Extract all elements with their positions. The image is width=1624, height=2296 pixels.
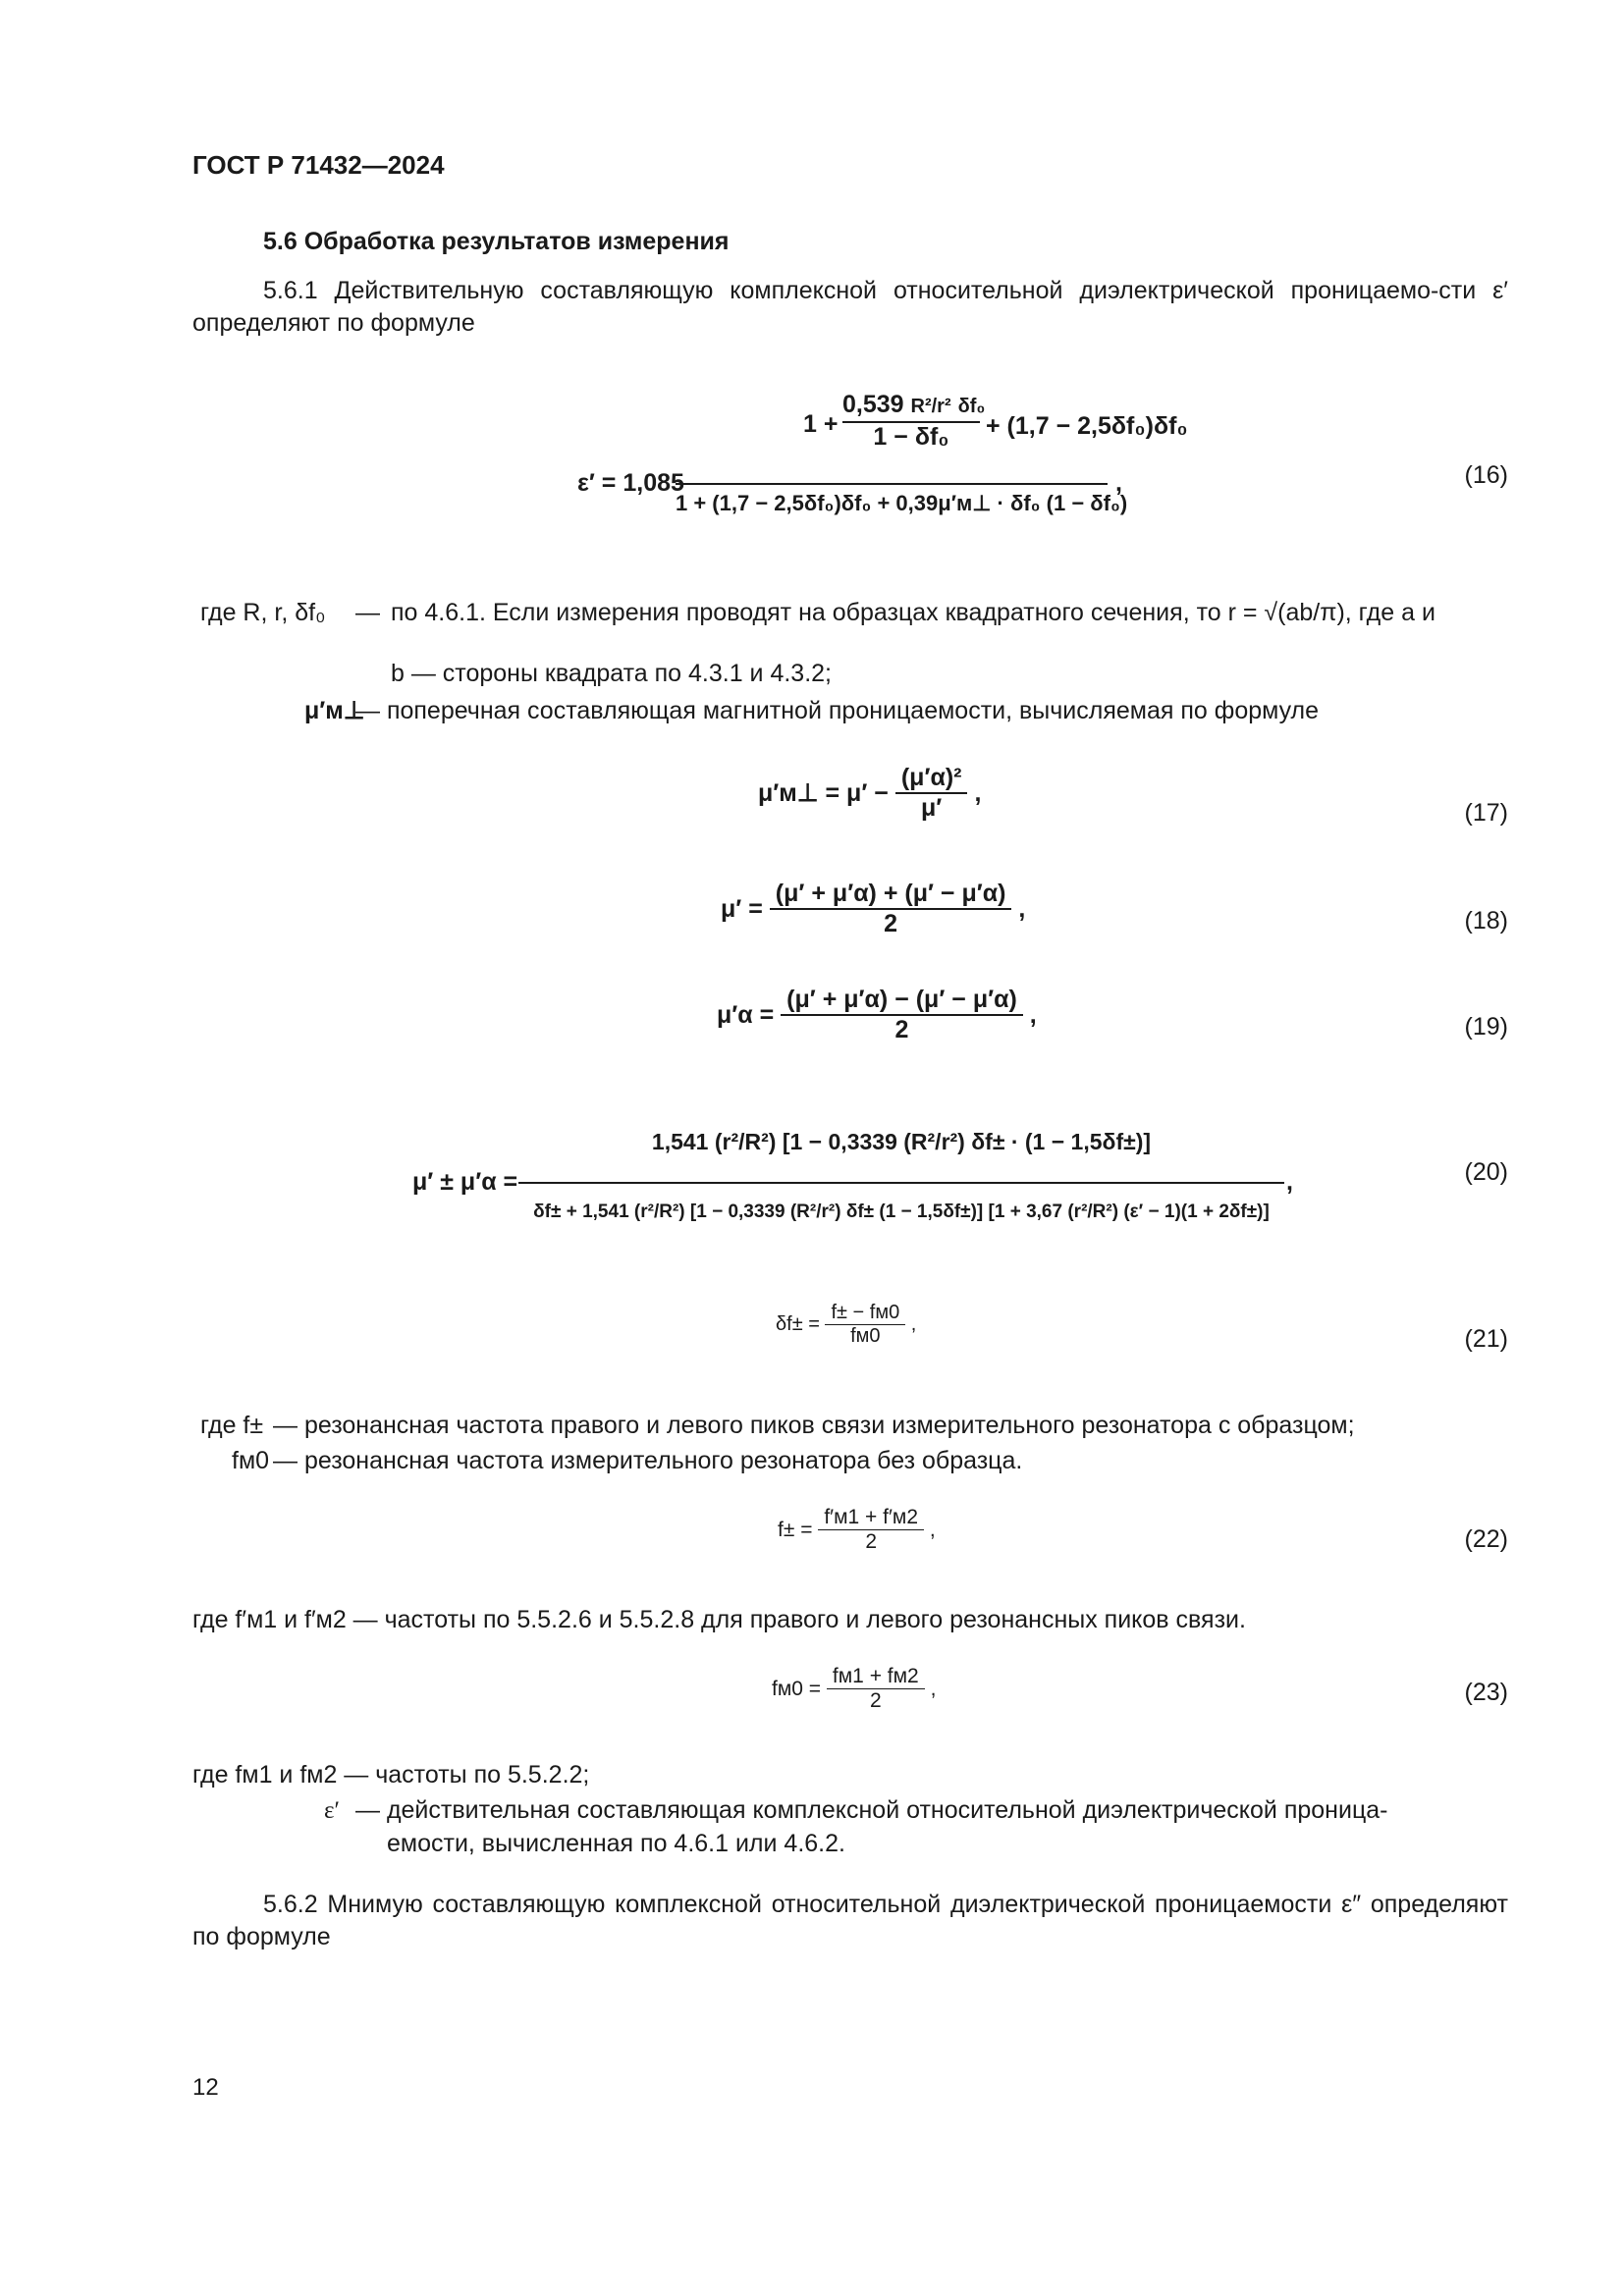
eq19-tail: , bbox=[1029, 1000, 1037, 1029]
eq17-denominator: μ′ bbox=[895, 792, 968, 823]
where4-line3: емости, вычисленная по 4.6.1 или 4.6.2. bbox=[387, 1830, 845, 1857]
eq23-tail: , bbox=[930, 1677, 937, 1700]
eq23-denominator: 2 bbox=[827, 1688, 925, 1713]
eq17-lhs: μ′м⊥ = μ′ − bbox=[758, 779, 889, 807]
where2-line2: — резонансная частота измерительного резонатора без образца. bbox=[273, 1447, 1023, 1474]
eq21-denominator: fм0 bbox=[825, 1324, 905, 1348]
eq23-number: (23) bbox=[1464, 1679, 1508, 1706]
where2-line1: — резонансная частота правого и левого пиков связи измерительного резонатора с образцом; bbox=[273, 1412, 1355, 1439]
paragraph-5-6-1: 5.6.1 Действительную составляющую комплексной относительной диэлектрической проницаемо-сти ε′ определяют по формуле bbox=[192, 277, 1508, 337]
eq16-num-e: + (1,7 − 2,5δf₀)δf₀ bbox=[986, 412, 1188, 440]
eq16-num-a: 0,539 bbox=[842, 391, 904, 418]
eq20-denominator: δf± + 1,541 (r²/R²) [1 − 0,3339 (R²/r²) δf± (1 − 1,5δf±)] [1 + 3,67 (r²/R²) (ε′ − 1)(1 + 2δf±)] bbox=[533, 1201, 1270, 1222]
eq18-denominator: 2 bbox=[770, 908, 1012, 938]
equation-22 bbox=[778, 1506, 936, 1575]
where1-symbol-mu: μ′м⊥ bbox=[304, 697, 365, 724]
eq19-denominator: 2 bbox=[781, 1014, 1023, 1044]
paragraph-5-6-2: 5.6.2 Мнимую составляющую комплексной относительной диэлектрической проницаемости ε″ определяют по формуле bbox=[192, 1891, 1508, 1950]
eq16-num-c: δf₀ bbox=[957, 396, 986, 417]
eq19-number: (19) bbox=[1464, 1013, 1508, 1041]
eq23-numerator: fм1 + fм2 bbox=[832, 1665, 919, 1687]
eq19-numerator: (μ′ + μ′α) − (μ′ − μ′α) bbox=[786, 986, 1017, 1013]
eq16-lhs: ε′ = 1,085 bbox=[577, 469, 684, 497]
equation-20 bbox=[412, 1107, 1296, 1264]
where1-dash: — bbox=[355, 599, 380, 626]
eq21-numerator: f± − fм0 bbox=[831, 1302, 900, 1323]
where3-line: где f′м1 и f′м2 — частоты по 5.5.2.6 и 5.5.2.8 для правого и левого резонансных пиков связи. bbox=[192, 1606, 1246, 1633]
document-header: ГОСТ Р 71432—2024 bbox=[192, 150, 445, 180]
eq20-numerator: 1,541 (r²/R²) [1 − 0,3339 (R²/r²) δf± · (1 − 1,5δf±)] bbox=[651, 1129, 1152, 1154]
eq16-num-b: R²/r² bbox=[910, 396, 951, 417]
eq20-number: (20) bbox=[1464, 1158, 1508, 1186]
where4-symbol-epsilon: ε′ bbox=[324, 1797, 340, 1824]
where1-lead: где R, r, δf₀ bbox=[200, 599, 326, 626]
eq18-lhs: μ′ = bbox=[721, 894, 763, 923]
eq19-lhs: μ′α = bbox=[717, 1000, 775, 1029]
eq16-tail: , bbox=[1115, 469, 1122, 497]
where1-text3: — поперечная составляющая магнитной проницаемости, вычисляемая по формуле bbox=[355, 697, 1320, 724]
equation-17 bbox=[758, 764, 981, 862]
eq16-number: (16) bbox=[1464, 461, 1508, 489]
where1-text2: b — стороны квадрата по 4.3.1 и 4.3.2; bbox=[391, 660, 832, 687]
equation-18 bbox=[721, 880, 1025, 968]
where1-text: по 4.6.1. Если измерения проводят на образцах квадратного сечения, то r = √(ab/π), где a и bbox=[391, 599, 1435, 626]
page-number: 12 bbox=[192, 2074, 219, 2101]
eq18-numerator: (μ′ + μ′α) + (μ′ − μ′α) bbox=[775, 880, 1006, 907]
eq20-lhs: μ′ ± μ′α = bbox=[412, 1168, 518, 1196]
eq22-numerator: f′м1 + f′м2 bbox=[824, 1506, 919, 1528]
section-title: 5.6 Обработка результатов измерения bbox=[263, 228, 730, 255]
where4-line1: где fм1 и fм2 — частоты по 5.5.2.2; bbox=[192, 1761, 590, 1789]
eq22-denominator: 2 bbox=[818, 1529, 924, 1554]
where2-symbol-fm0: fм0 bbox=[232, 1447, 270, 1474]
eq18-number: (18) bbox=[1464, 907, 1508, 934]
eq23-lhs: fм0 = bbox=[772, 1677, 822, 1700]
eq16-denominator: 1 + (1,7 − 2,5δf₀)δf₀ + 0,39μ′м⊥ · δf₀ (1 − δf₀) bbox=[676, 491, 1128, 515]
eq21-number: (21) bbox=[1464, 1325, 1508, 1353]
eq21-lhs: δf± = bbox=[776, 1313, 820, 1335]
equation-21 bbox=[776, 1302, 916, 1370]
eq17-tail: , bbox=[974, 778, 982, 807]
eq20-tail: , bbox=[1286, 1168, 1293, 1196]
eq22-tail: , bbox=[929, 1518, 936, 1541]
eq16-num-d: 1 − δf₀ bbox=[842, 421, 980, 452]
eq17-number: (17) bbox=[1464, 799, 1508, 827]
eq17-numerator: (μ′α)² bbox=[900, 764, 962, 791]
eq18-tail: , bbox=[1018, 894, 1026, 923]
equation-23 bbox=[772, 1665, 936, 1734]
eq22-lhs: f± = bbox=[778, 1518, 813, 1541]
equation-16: ε′ = 1,085 1 + 0,539 R²/r² δf₀ 1 − δf₀ + (1,7 − 2,5δf₀)δf₀ 1 + (1,7 − 2,5δf₀)δf₀ + 0,39μ′м⊥ · δf₀ (1 − δf₀) , bbox=[577, 391, 1188, 515]
where2-lead: где f± bbox=[200, 1412, 264, 1439]
where4-line2: — действительная составляющая комплексной относительной диэлектрической проница- bbox=[355, 1796, 1388, 1824]
eq16-fraction-bar bbox=[676, 483, 1108, 485]
eq20-fraction-bar bbox=[518, 1182, 1284, 1184]
eq21-tail: , bbox=[910, 1313, 917, 1335]
eq22-number: (22) bbox=[1464, 1525, 1508, 1553]
equation-19 bbox=[717, 986, 1037, 1074]
